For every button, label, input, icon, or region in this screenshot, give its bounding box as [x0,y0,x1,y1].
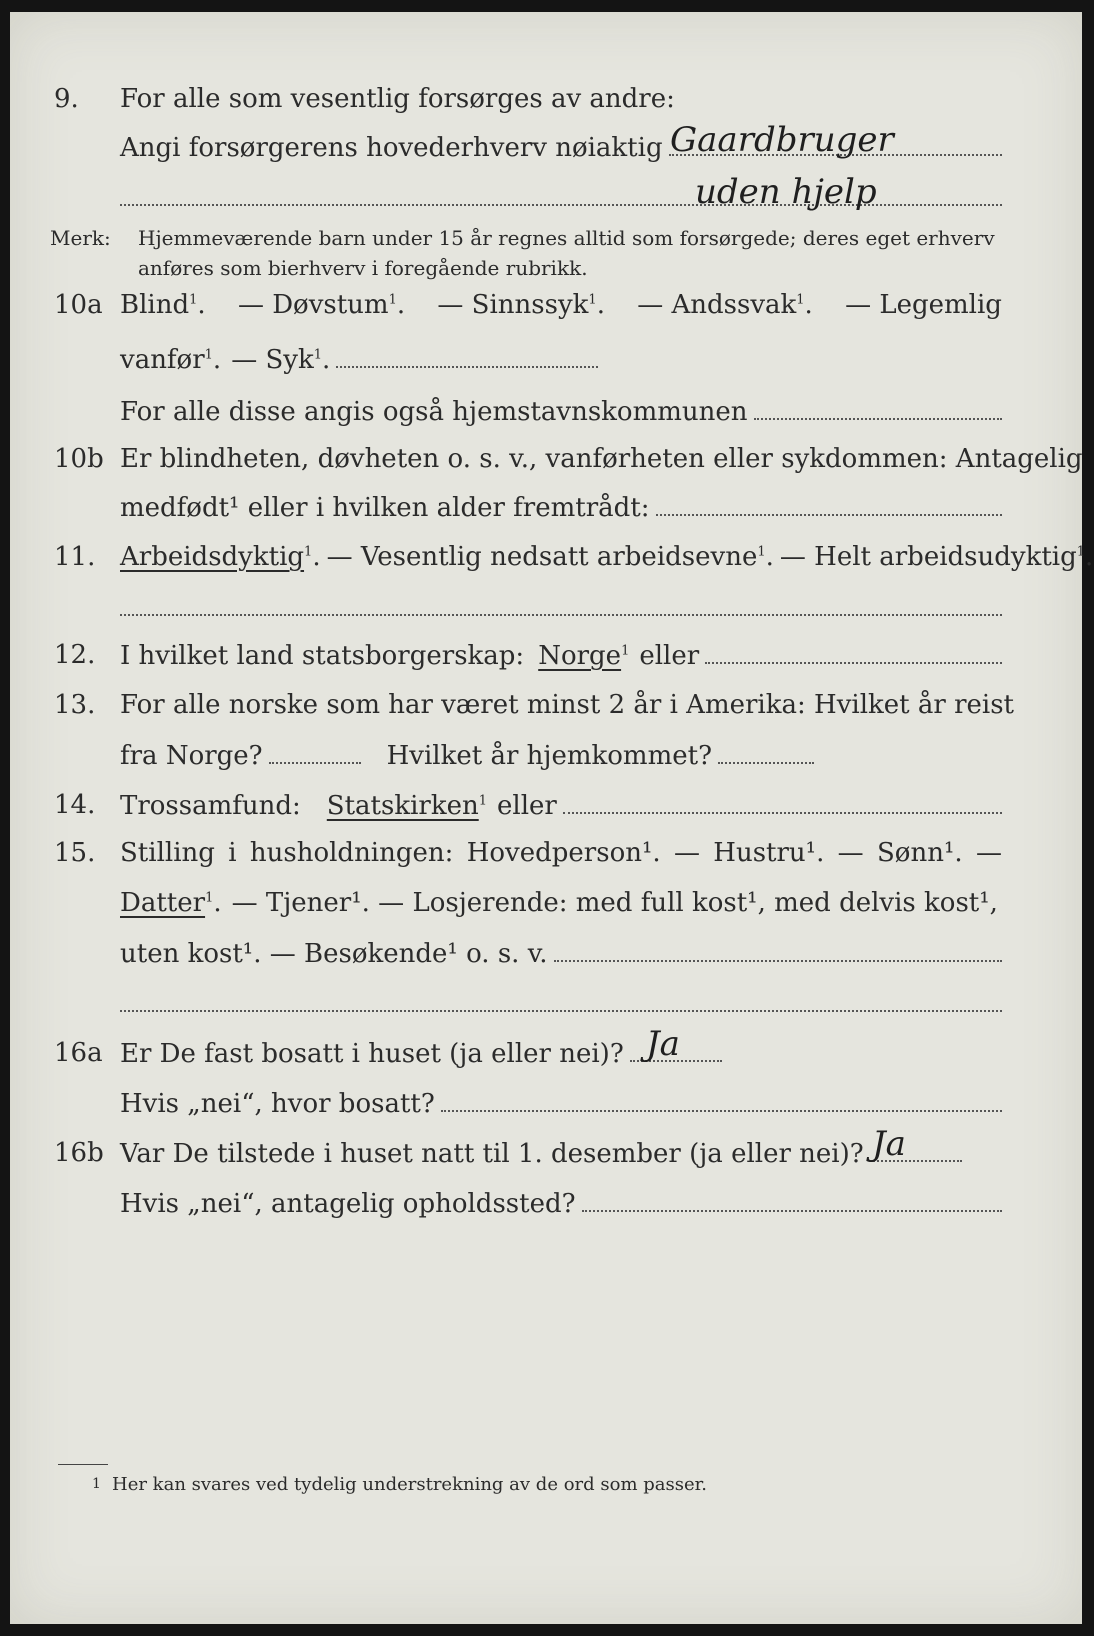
q14-tail: eller [497,791,557,821]
q10b-text-2: medfødt¹ eller i hvilken alder fremtrådt: [120,493,650,523]
q10a-opt-dovstum[interactable]: — Døvstum$^1$. [237,290,406,320]
merk-text-2: anføres som bierhverv i foregående rubrikk. [138,256,588,280]
q12-label: I hvilket land statsborgerskap: [120,641,525,671]
q13-reist-label: fra Norge? [120,741,263,771]
q10a-hjemstavn-line[interactable] [754,396,1002,420]
q11-opt-arbeidsdyktig[interactable]: Arbeidsdyktig$^1$. [120,542,321,572]
q10a-opt-vanfor[interactable]: vanfør$^1$. [120,345,222,375]
q16b-question: Var De tilstede i huset natt til 1. desember (ja eller nei)? [120,1139,864,1169]
q13-reist-line[interactable] [269,740,361,764]
q9-label: Angi forsørgerens hovederhverv nøiaktig [120,133,663,163]
q12-tail: eller [639,641,700,671]
q14-answer-line[interactable] [563,790,1002,814]
q10b-answer-line[interactable] [656,492,1003,516]
q13-hjemkommet-label: Hvilket år hjemkommet? [386,741,713,771]
q15-line3-text: uten kost¹. — Besøkende¹ o. s. v. [120,939,548,969]
q15-dash: — [673,838,700,868]
q10a-opt-legemlig[interactable]: — Legemlig [845,290,1002,320]
q9-answer-handwritten-1: Gaardbruger [670,120,894,160]
q9-heading: For alle som vesentlig forsørges av andre: [120,84,675,114]
q16b-hvis-label: Hvis „nei“, antagelig opholdssted? [120,1189,576,1219]
q11-number: 11. [54,542,96,572]
q10a-syk-line[interactable] [336,344,598,368]
q15-number: 15. [54,838,96,868]
q15-opt-hustru[interactable]: Hustru¹. [713,838,825,868]
footnote-text: Her kan svares ved tydelig understrekning av de ord som passer. [112,1474,707,1495]
q10b-number: 10b [54,444,104,474]
q16a-hvis-label: Hvis „nei“, hvor bosatt? [120,1089,435,1119]
q16a-question: Er De fast bosatt i huset (ja eller nei)? [120,1039,624,1069]
footnote-rule [58,1464,108,1465]
q14-label: Trossamfund: [120,791,301,821]
q15-answer-line[interactable] [554,938,1002,962]
q13-text-1: For alle norske som har været minst 2 år i Amerika: Hvilket år reist [120,690,1014,720]
q10a-opt-blind[interactable]: Blind$^1$. [120,290,206,320]
q10b-text-1: Er blindheten, døvheten o. s. v., vanførheten eller sykdommen: Antagelig [120,444,1083,474]
merk-label: Merk: [50,226,111,250]
q11-opt-udyktig[interactable]: — Helt arbeidsudyktig$^1$. [779,542,1094,572]
q10a-opt-syk[interactable]: — Syk$^1$. [231,345,331,375]
q14-opt-statskirken[interactable]: Statskirken$^1$ [326,791,487,821]
merk-text-1: Hjemmeværende barn under 15 år regnes alltid som forsørgede; deres eget erhverv [138,226,995,250]
footnote-mark: 1 [92,1476,101,1492]
q15-answer-line-2[interactable] [120,988,1002,1012]
census-form-page [10,12,1094,1624]
q16b-answer-handwritten: Ja [872,1124,906,1164]
q15-dash: — [837,838,864,868]
q15-word: Stilling [120,838,215,868]
q10a-number: 10a [54,290,103,320]
q15-dash: — [975,838,1002,868]
q9-number: 9. [54,84,79,114]
q16a-answer-handwritten: Ja [646,1024,680,1064]
q15-opt-datter[interactable]: Datter$^1$. [120,888,222,918]
q10a-opt-andssvak[interactable]: — Andssvak$^1$. [637,290,813,320]
q12-number: 12. [54,640,96,670]
q15-opt-hovedperson[interactable]: Hovedperson¹. [466,838,661,868]
q14-number: 14. [54,790,96,820]
q13-number: 13. [54,690,96,720]
q15-word: i [228,838,237,868]
q12-answer-line[interactable] [705,640,1002,664]
q11-opt-nedsatt[interactable]: — Vesentlig nedsatt arbeidsevne$^1$. [326,542,774,572]
q16a-hvis-line[interactable] [441,1088,1002,1112]
q13-hjemkommet-line[interactable] [718,740,814,764]
q15-word: husholdningen: [249,838,454,868]
q9-answer-handwritten-2: uden hjelp [695,172,877,212]
q16a-number: 16a [54,1038,103,1068]
q16b-number: 16b [54,1138,104,1168]
q15-opt-sonn[interactable]: Sønn¹. [876,838,963,868]
q10a-hjemstavn-label: For alle disse angis også hjemstavnskommunen [120,397,748,427]
q12-opt-norge[interactable]: Norge$^1$ [538,641,630,671]
q10a-opt-sinnssyk[interactable]: — Sinnssyk$^1$. [437,290,605,320]
q11-answer-line[interactable] [120,592,1002,616]
q15-line2-rest: — Tjener¹. — Losjerende: med full kost¹, med delvis kost¹, [231,888,998,918]
q16b-hvis-line[interactable] [582,1188,1002,1212]
